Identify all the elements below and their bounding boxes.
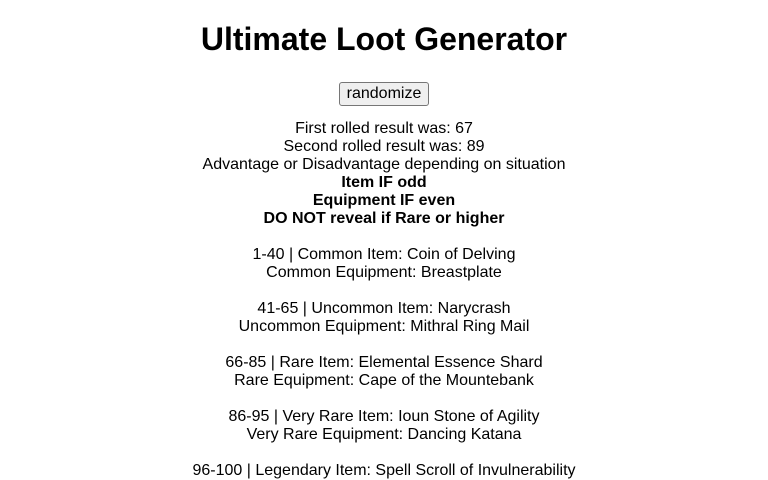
tier-equipment: Very Rare Equipment: Dancing Katana — [246, 426, 522, 443]
tier-item: 66-85 | Rare Item: Elemental Essence Shard — [225, 354, 543, 371]
advantage-note: Advantage or Disadvantage depending on situation — [202, 156, 566, 173]
rule-hide: DO NOT reveal if Rare or higher — [263, 210, 505, 227]
tier-legendary — [0, 462, 768, 480]
rule-even: Equipment IF even — [312, 192, 456, 209]
first-roll-result: First rolled result was: 67 — [295, 120, 473, 137]
rule-odd: Item IF odd — [341, 174, 427, 191]
tier-rare — [0, 354, 768, 390]
tier-equipment: Rare Equipment: Cape of the Mountebank — [234, 372, 534, 389]
roll-results — [0, 120, 768, 228]
tier-item: 86-95 | Very Rare Item: Ioun Stone of Agility — [228, 408, 540, 425]
tier-item: 1-40 | Common Item: Coin of Delving — [252, 246, 516, 263]
tier-very-rare — [0, 408, 768, 444]
tier-common — [0, 246, 768, 282]
tier-uncommon — [0, 300, 768, 336]
tier-equipment: Common Equipment: Breastplate — [266, 264, 502, 281]
second-roll-result: Second rolled result was: 89 — [283, 138, 485, 155]
page-title: Ultimate Loot Generator — [200, 21, 568, 57]
controls — [0, 82, 768, 106]
tier-equipment: Uncommon Equipment: Mithral Ring Mail — [238, 318, 530, 335]
tier-item: 41-65 | Uncommon Item: Narycrash — [257, 300, 511, 317]
randomize-button[interactable]: randomize — [339, 82, 430, 106]
tier-item: 96-100 | Legendary Item: Spell Scroll of Invulnerability — [192, 462, 576, 479]
